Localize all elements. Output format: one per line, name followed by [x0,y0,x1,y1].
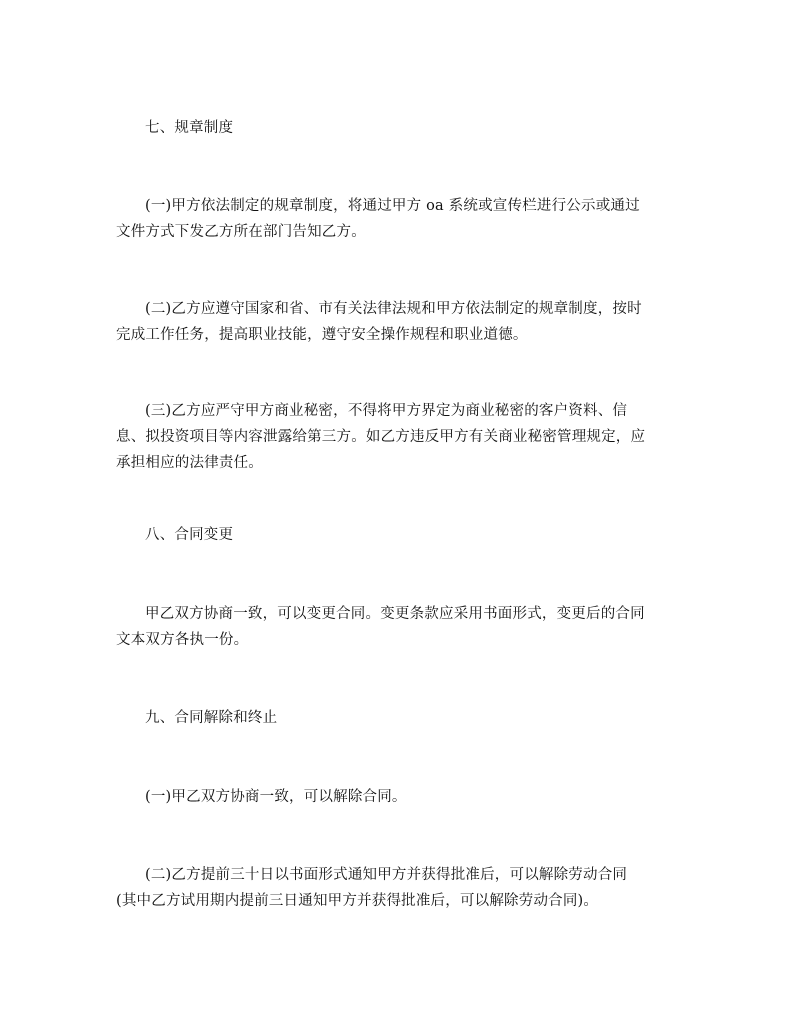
heading-text: 八、合同变更 [145,527,234,543]
paragraph-line: 甲乙双方协商一致，可以变更合同。变更条款应采用书面形式，变更后的合同 [145,606,645,622]
heading-text: 九、合同解除和终止 [145,710,278,726]
paragraph-7-2 [116,296,682,348]
paragraph-line: (三)乙方应严守甲方商业秘密，不得将甲方界定为商业秘密的客户资料、信 [145,403,628,419]
section-heading-9 [116,705,711,731]
paragraph-9-1 [116,784,682,810]
paragraph-8-1 [116,601,682,653]
paragraph-line: 文件方式下发乙方所在部门告知乙方。 [116,224,366,240]
paragraph-line: (其中乙方试用期内提前三日通知甲方并获得批准后，可以解除劳动合同)。 [116,893,599,909]
paragraph-9-2 [116,862,682,914]
paragraph-line: (一)甲方依法制定的规章制度，将通过甲方 oa 系统或宣传栏进行公示或通过 [145,198,640,214]
paragraph-line: (一)甲乙双方协商一致，可以解除合同。 [145,789,407,805]
paragraph-line: 完成工作任务，提高职业技能，遵守安全操作规程和职业道德。 [116,327,528,343]
section-heading-7 [116,115,711,141]
paragraph-line: (二)乙方应遵守国家和省、市有关法律法规和甲方依法制定的规章制度，按时 [145,301,642,317]
heading-text: 七、规章制度 [145,120,234,136]
paragraph-line: (二)乙方提前三十日以书面形式通知甲方并获得批准后，可以解除劳动合同 [145,867,628,883]
paragraph-line: 文本双方各执一份。 [116,632,249,648]
section-heading-8 [116,522,711,548]
paragraph-line: 息、拟投资项目等内容泄露给第三方。如乙方违反甲方有关商业秘密管理规定，应 [116,429,646,445]
paragraph-7-1 [116,193,682,245]
paragraph-7-3 [116,398,682,476]
paragraph-line: 承担相应的法律责任。 [116,455,263,471]
